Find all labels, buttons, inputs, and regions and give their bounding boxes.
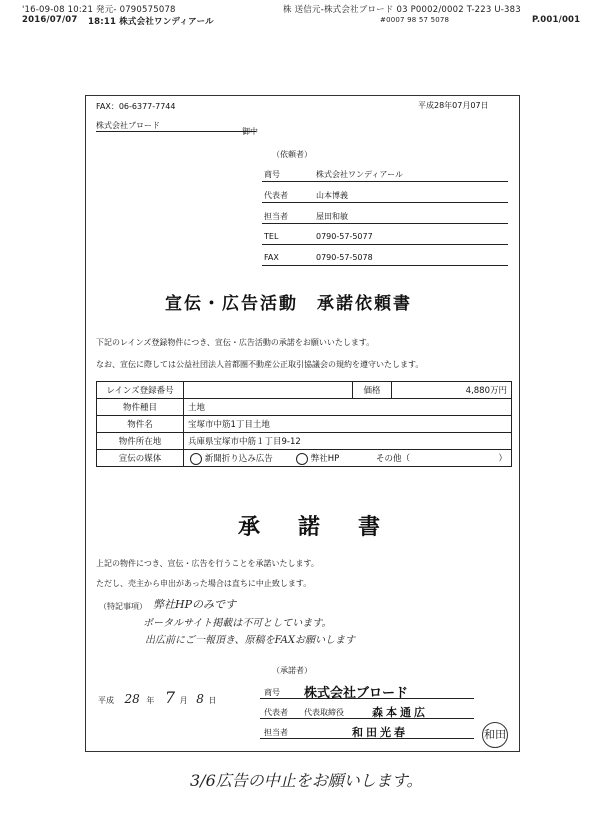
rep-name: 森本通広	[372, 706, 428, 719]
condition-line-2: ポータルサイト掲載は不可としています。	[143, 618, 332, 629]
consenter-rep-row	[260, 704, 474, 719]
property-row-reins	[97, 382, 512, 399]
requester-tel-label: TEL	[264, 232, 279, 241]
fax-header-date: 2016/07/07	[22, 15, 78, 25]
media-other-close: ）	[498, 454, 507, 464]
company-label: 商号	[264, 688, 280, 697]
requester-company-label: 商号	[264, 170, 280, 179]
reins-label: レインズ登録番号	[97, 382, 184, 399]
requester-rep-value: 山本博義	[316, 191, 348, 200]
requester-fax-label: FAX	[264, 253, 279, 262]
media-option-newspaper-label: 新聞折り込み広告	[204, 454, 273, 464]
person-label: 担当者	[264, 728, 288, 737]
requester-company-value: 株式会社ワンディアール	[316, 170, 403, 179]
condition-line-1: 弊社HPのみです	[153, 598, 236, 611]
media-option-other-label: その他（	[376, 454, 411, 464]
media-label: 宣伝の媒体	[97, 450, 184, 467]
media-option-hp	[296, 452, 339, 465]
requester-row-representative	[262, 190, 508, 203]
requester-person-value: 屋田和敏	[316, 212, 348, 221]
condition-line-3: 出広前にご一報頂き、原稿をFAXお願いします	[145, 635, 356, 646]
fax-header-sender: 18:11 株式会社ワンディアール	[88, 17, 214, 27]
address-label: 物件所在地	[97, 433, 184, 450]
rep-label: 代表者	[264, 708, 288, 717]
date-month: 7	[164, 688, 176, 707]
requester-rep-label: 代表者	[264, 191, 288, 200]
reins-value	[184, 382, 353, 399]
requester-fax-value: 0790-57-5078	[316, 253, 373, 262]
requester-person-label: 担当者	[264, 212, 288, 221]
media-option-newspaper	[190, 452, 273, 465]
type-value: 土地	[184, 399, 512, 416]
requester-row-tel	[262, 232, 508, 245]
price-label: 価格	[353, 382, 392, 399]
fax-to-number: FAX：06-6377-7744	[96, 102, 176, 111]
name-value: 宝塚市中筋1丁目土地	[184, 416, 512, 433]
footer-handwritten-note: 3/6広告の中止をお願いします。	[190, 771, 423, 790]
date-era: 平成	[98, 696, 114, 705]
person-name: 和田光春	[352, 726, 408, 739]
consenter-label: （承諾者）	[272, 666, 312, 675]
address-value: 兵庫県宝塚市中筋１丁目9-12	[184, 433, 512, 450]
date-nen: 年	[146, 696, 155, 705]
recipient-suffix: 御中	[242, 127, 258, 136]
requester-row-person	[262, 211, 508, 224]
rep-title: 代表取締役	[304, 708, 344, 717]
property-row-type	[97, 399, 512, 416]
recipient-name: 株式会社ブロード	[96, 121, 160, 130]
intro-line-2: なお、宣伝に際しては公益社団法人首都圏不動産公正取引協議会の規約を遵守いたします。	[96, 360, 424, 369]
company-value: 株式会社ブロード	[304, 686, 409, 701]
type-label: 物件種目	[97, 399, 184, 416]
name-label: 物件名	[97, 416, 184, 433]
price-value: 4,880万円	[392, 382, 512, 399]
option-circle	[190, 453, 202, 465]
date-year: 28	[124, 692, 140, 706]
consent-line-1: 上記の物件につき、宣伝・広告を行うことを承諾いたします。	[96, 559, 319, 568]
media-option-hp-label: 弊社HP	[310, 454, 340, 464]
requester-label: （依頼者）	[272, 150, 312, 159]
requester-row-company	[262, 169, 508, 182]
date-tsuki: 月	[179, 696, 188, 705]
consent-date	[98, 688, 216, 707]
requester-tel-value: 0790-57-5077	[316, 232, 373, 241]
document-title: 宣伝・広告活動 承諾依頼書	[165, 294, 412, 314]
consent-title: 承 諾 書	[238, 514, 389, 540]
consenter-person-row	[260, 724, 474, 739]
option-circle	[296, 453, 308, 465]
media-option-other	[376, 452, 410, 464]
fax-header-line1-left: '16-09-08 10:21 発元- 0790575078	[22, 5, 176, 15]
fax-header-line1-right: 株 送信元-株式会社ブロード 03 P0002/0002 T-223 U-383	[283, 5, 521, 15]
property-row-name	[97, 416, 512, 433]
property-row-address	[97, 433, 512, 450]
media-options	[184, 450, 512, 467]
date-day: 8	[196, 692, 204, 706]
document-date: 平成28年07月07日	[418, 101, 489, 110]
recipient	[96, 120, 256, 132]
consenter-company-row	[260, 682, 474, 699]
personal-seal-stamp: 和田	[482, 722, 508, 748]
fax-header-id: #0007 98 57 5078	[380, 16, 450, 24]
date-hi: 日	[208, 696, 217, 705]
property-table	[96, 381, 512, 467]
fax-header-page: P.001/001	[532, 15, 581, 25]
intro-line-1: 下記のレインズ登録物件につき、宣伝・広告活動の承諾をお願いいたします。	[96, 338, 375, 347]
property-row-media	[97, 450, 512, 467]
conditions-label: （特記事項）	[99, 602, 147, 611]
requester-row-fax	[262, 253, 508, 266]
consent-line-2: ただし、売主から申出があった場合は直ちに中止致します。	[96, 579, 312, 588]
